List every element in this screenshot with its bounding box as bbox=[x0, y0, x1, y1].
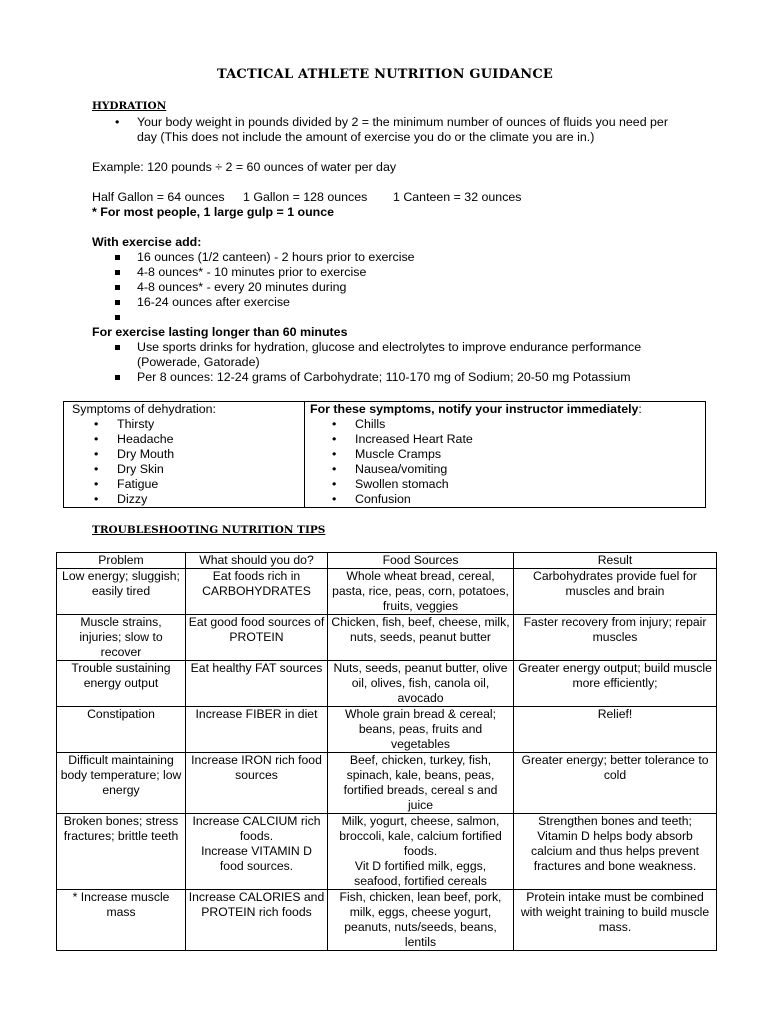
half-gallon-text: Half Gallon = 64 ounces bbox=[92, 190, 225, 204]
table-row bbox=[57, 569, 717, 615]
gallon-text: 1 Gallon = 128 ounces bbox=[243, 190, 368, 204]
table-cell: Whole wheat bread, cereal, pasta, rice, peas, corn, potatoes, fruits, veggies bbox=[328, 569, 514, 615]
bullet-icon: • bbox=[94, 447, 99, 461]
table-cell: Difficult maintaining body temperature; low energy bbox=[57, 753, 186, 814]
table-cell: Milk, yogurt, cheese, salmon, broccoli, kale, calcium fortified foods. Vit D fortified milk, eggs, seafood, fortified cereals bbox=[328, 814, 514, 890]
table-cell: Greater energy; better tolerance to cold bbox=[514, 753, 717, 814]
table-cell: Faster recovery from injury; repair muscles bbox=[514, 615, 717, 661]
column-header: Food Sources bbox=[328, 553, 514, 569]
bullet-icon: • bbox=[332, 417, 337, 431]
symptom-item: Thirsty bbox=[117, 417, 155, 431]
bullet-icon: • bbox=[332, 432, 337, 446]
notify-symptom-item: Swollen stomach bbox=[355, 477, 449, 491]
table-cell: Eat good food sources of PROTEIN bbox=[186, 615, 328, 661]
table-row bbox=[57, 890, 717, 951]
table-cell: Carbohydrates provide fuel for muscles and brain bbox=[514, 569, 717, 615]
per-8-ounces: Per 8 ounces: 12-24 grams of Carbohydrate; 110-170 mg of Sodium; 20-50 mg Potassium bbox=[137, 370, 631, 384]
table-cell: Chicken, fish, beef, cheese, milk, nuts, seeds, peanut butter bbox=[328, 615, 514, 661]
table-cell: Increase IRON rich food sources bbox=[186, 753, 328, 814]
table-cell: Eat healthy FAT sources bbox=[186, 661, 328, 707]
notify-symptom-item: Nausea/vomiting bbox=[355, 462, 448, 476]
table-row bbox=[57, 753, 717, 814]
table-cell: Nuts, seeds, peanut butter, olive oil, olives, fish, canola oil, avocado bbox=[328, 661, 514, 707]
table-row bbox=[57, 814, 717, 890]
table-cell: Increase CALCIUM rich foods. Increase VITAMIN D food sources. bbox=[186, 814, 328, 890]
table-cell: Increase CALORIES and PROTEIN rich foods bbox=[186, 890, 328, 951]
exercise-item: 4-8 ounces* - 10 minutes prior to exercise bbox=[137, 265, 367, 279]
symptom-item: Dry Mouth bbox=[117, 447, 175, 461]
table-row bbox=[57, 661, 717, 707]
hydration-example: Example: 120 pounds ÷ 2 = 60 ounces of water per day bbox=[92, 160, 397, 174]
nutrition-tips-table bbox=[56, 552, 717, 951]
bullet-icon: • bbox=[94, 492, 99, 506]
bullet-icon: • bbox=[332, 492, 337, 506]
symptoms-table bbox=[63, 401, 706, 508]
table-cell: Broken bones; stress fractures; brittle teeth bbox=[57, 814, 186, 890]
symptom-item: Dry Skin bbox=[117, 462, 164, 476]
square-bullet-icon bbox=[115, 300, 120, 305]
table-cell: Trouble sustaining energy output bbox=[57, 661, 186, 707]
sports-drink-line1: Use sports drinks for hydration, glucose and electrolytes to improve endurance performance bbox=[137, 340, 642, 354]
exercise-heading: With exercise add: bbox=[92, 235, 202, 249]
symptom-item: Headache bbox=[117, 432, 174, 446]
bullet-icon: • bbox=[94, 477, 99, 491]
table-cell: Strengthen bones and teeth; Vitamin D helps body absorb calcium and thus helps prevent fractures and bone weakness. bbox=[514, 814, 717, 890]
table-cell: Whole grain bread & cereal; beans, peas, fruits and vegetables bbox=[328, 707, 514, 753]
symptoms-left-header: Symptoms of dehydration: bbox=[72, 402, 216, 416]
exercise-item: 16-24 ounces after exercise bbox=[137, 295, 290, 309]
table-cell: Greater energy output; build muscle more efficiently; bbox=[514, 661, 717, 707]
column-header: What should you do? bbox=[186, 553, 328, 569]
table-header-row bbox=[57, 553, 717, 569]
table-cell: Relief! bbox=[514, 707, 717, 753]
page-title: TACTICAL ATHLETE NUTRITION GUIDANCE bbox=[216, 67, 554, 82]
notify-symptom-item: Muscle Cramps bbox=[355, 447, 442, 461]
table-cell: * Increase muscle mass bbox=[57, 890, 186, 951]
canteen-text: 1 Canteen = 32 ounces bbox=[393, 190, 522, 204]
table-cell: Beef, chicken, turkey, fish, spinach, kale, beans, peas, fortified breads, cereal s and juice bbox=[328, 753, 514, 814]
tips-heading: TROUBLESHOOTING NUTRITION TIPS bbox=[92, 524, 326, 536]
hydration-heading: HYDRATION bbox=[92, 100, 167, 112]
hydration-bullet-line1: • Your body weight in pounds divided by 2 = the minimum number of ounces of fluids you need per bbox=[137, 115, 668, 130]
notify-symptom-item: Chills bbox=[355, 417, 386, 431]
symptom-item: Dizzy bbox=[117, 492, 148, 506]
bullet-icon: • bbox=[94, 462, 99, 476]
table-cell: Constipation bbox=[57, 707, 186, 753]
hydration-bullet-line2: day (This does not include the amount of exercise you do or the climate you are in.) bbox=[137, 130, 595, 144]
exercise-item: 16 ounces (1/2 canteen) - 2 hours prior to exercise bbox=[137, 250, 415, 264]
table-cell: Muscle strains, injuries; slow to recover bbox=[57, 615, 186, 661]
notify-symptom-item: Confusion bbox=[355, 492, 411, 506]
square-bullet-icon bbox=[115, 255, 120, 260]
square-bullet-icon bbox=[115, 270, 120, 275]
table-cell: Protein intake must be combined with weight training to build muscle mass. bbox=[514, 890, 717, 951]
table-row bbox=[57, 707, 717, 753]
table-cell: Eat foods rich in CARBOHYDRATES bbox=[186, 569, 328, 615]
notify-symptom-item: Increased Heart Rate bbox=[355, 432, 473, 446]
long-exercise-heading: For exercise lasting longer than 60 minutes bbox=[92, 325, 348, 339]
table-cell: Fish, chicken, lean beef, pork, milk, eggs, cheese yogurt, peanuts, nuts/seeds, beans, lentils bbox=[328, 890, 514, 951]
symptoms-right-header: For these symptoms, notify your instructor immediately: bbox=[310, 402, 642, 416]
bullet-icon: • bbox=[332, 477, 337, 491]
column-header: Result bbox=[514, 553, 717, 569]
square-bullet-icon bbox=[115, 285, 120, 290]
table-cell: Increase FIBER in diet bbox=[186, 707, 328, 753]
bullet-icon: • bbox=[332, 447, 337, 461]
column-header: Problem bbox=[57, 553, 186, 569]
table-row bbox=[57, 615, 717, 661]
bullet-icon: • bbox=[94, 432, 99, 446]
sports-drink-line2: (Powerade, Gatorade) bbox=[137, 355, 260, 369]
symptom-item: Fatigue bbox=[117, 477, 159, 491]
square-bullet-icon bbox=[115, 345, 120, 350]
bullet-icon: • bbox=[332, 462, 337, 476]
exercise-item: 4-8 ounces* - every 20 minutes during bbox=[137, 280, 347, 294]
bullet-icon: • bbox=[94, 417, 99, 431]
table-cell: Low energy; sluggish; easily tired bbox=[57, 569, 186, 615]
square-bullet-icon bbox=[115, 375, 120, 380]
gulp-note: * For most people, 1 large gulp = 1 ounce bbox=[92, 205, 335, 219]
square-bullet-icon bbox=[115, 315, 120, 320]
